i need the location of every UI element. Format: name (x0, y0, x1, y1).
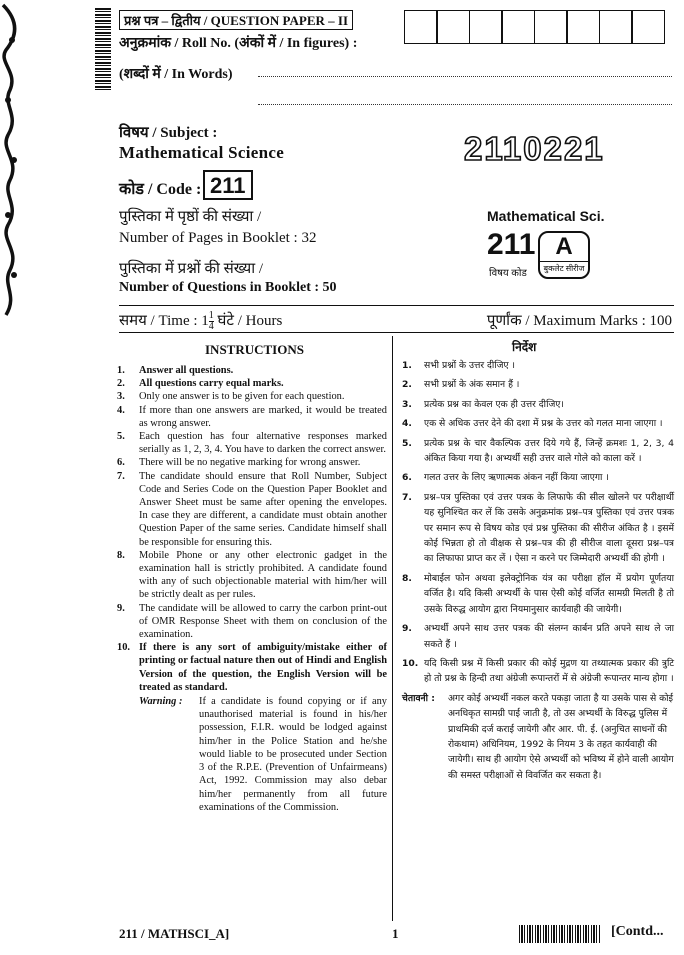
instruction-item (117, 456, 387, 469)
warning-text: If a candidate is found copying or if any unauthorised material is found in his/her possession, F.I.R. would be lodged against him/her in the Police Station and he/she would liable to be prosecuted under Section 3 of the R.P.E. (Prevention of Unfairmeans) Act, 1992. Commission may also debar him/her permanently from all future examinations of the Commission. (199, 696, 387, 813)
instruction-number: 8. (117, 549, 125, 561)
instruction-item (117, 641, 387, 694)
instruction-item (402, 470, 674, 485)
instruction-number: 10. (117, 642, 130, 654)
instruction-item (402, 358, 674, 373)
instruction-text: प्रत्येक प्रश्न के चार वैकल्पिक उत्तर दिये गये हैं, जिन्हें क्रमशः 1, 2, 3, 4 अंकित किया गया है। अभ्यर्थी सही उत्तर वाले गोले को काला करें । (424, 437, 674, 465)
time-prefix: समय / Time : 1 (119, 313, 209, 329)
warning-block (402, 691, 674, 783)
instruction-text: सभी प्रश्नों के उत्तर दीजिए । (424, 360, 515, 371)
instruction-number: 5. (402, 437, 412, 449)
instruction-text: If more than one answers are marked, it would be treated as wrong answer. (139, 404, 387, 429)
divider (119, 332, 674, 333)
instruction-number: 7. (402, 491, 412, 503)
footer-code: 211 / MATHSCI_A] (119, 926, 230, 941)
instruction-item (117, 602, 387, 642)
instruction-text: एक से अधिक उत्तर देने की दशा में प्रश्न के उत्तर को गलत माना जाएगा । (424, 418, 663, 430)
time-suffix: घंटे / Hours (213, 313, 283, 329)
instruction-item (402, 656, 674, 687)
instruction-text: गलत उत्तर के लिए ऋणात्मक अंकन नहीं किया जाएगा । (424, 472, 609, 484)
instruction-item (402, 621, 674, 652)
side-barcode (95, 8, 111, 92)
instruction-item (117, 390, 387, 403)
instruction-item (402, 416, 674, 431)
instruction-item (402, 397, 674, 412)
code-label: कोड / Code : (119, 181, 202, 198)
stamp-subject: Mathematical Sci. (487, 208, 605, 224)
instruction-item (117, 430, 387, 456)
pages-label-hindi: पुस्तिका में पृष्ठों की संख्या / (119, 209, 262, 225)
roll-words-label: (शब्दों में / In Words) (119, 67, 233, 82)
instruction-item (402, 490, 674, 567)
decorative-border (0, 0, 22, 330)
questions-label-hindi: पुस्तिका में प्रश्नों की संख्या / (119, 261, 264, 277)
instruction-number: 4. (402, 418, 412, 430)
instructions-hindi (402, 358, 674, 783)
instruction-text: यदि किसी प्रश्न में किसी प्रकार की कोई मुद्रण या तथ्यात्मक प्रकार की त्रुटि हो तो प्रश्न के हिन्दी तथा अंग्रेजी रूपान्तरों में से अंग्रेजी रूपान्तर मान्य होगा । (424, 657, 674, 685)
continued-label: [Contd... (611, 924, 664, 939)
page-number: 1 (392, 926, 399, 941)
subject-name: Mathematical Science (119, 143, 285, 162)
instruction-text: प्रश्न–पत्र पुस्तिका एवं उत्तर पत्रक के लिफाफे की सील खोलने पर परीक्षार्थी यह सुनिश्चित कर लें कि उसके अनुक्रमांक प्रश्न–पत्र पुस्तिका एवं उत्तर पत्रक पर समान रूप से विषय कोड एवं प्रश्न पुस्तिका की सीरीज अंकित है । इसमें कोई भिन्नता हो तो वीक्षक से प्रश्न–पत्र की ही सीरीज वाला दूसरा प्रश्न–पत्र का लिफाफा प्राप्त कर लें । ऐसा न करने पर जिम्मेदारी अभ्यर्थी की होगी । (424, 491, 674, 565)
instruction-number: 7. (117, 470, 125, 482)
instruction-text: The candidate will be allowed to carry the carbon print-out of OMR Response Sheet with them on conclusion of the examination. (139, 602, 387, 641)
instruction-item (117, 470, 387, 549)
warning-text: अगर कोई अभ्यर्थी नकल करते पकड़ा जाता है या उसके पास से कोई अनधिकृत सामग्री पाई जाती है, तो उस अभ्यर्थी के विरुद्ध पुलिस में प्राथमिकी दर्ज कराई जायेगी और आर. पी. ई. (अनुचित साधनों की रोकथाम) अधिनियम, 1992 के नियम 3 के तहत कार्यवाही की जायेगी। साथ ही आयोग ऐसे अभ्यर्थी को भविष्य में होने वाली आयोग की समस्त परीक्षाओं से विवर्जित कर सकता है। (448, 692, 674, 781)
subject-code: 211 (203, 170, 253, 200)
roll-words-field-2[interactable] (258, 104, 672, 105)
instruction-number: 5. (117, 431, 125, 443)
instruction-text: There will be no negative marking for wrong answer. (139, 457, 361, 469)
subject-label: विषय / Subject : (119, 125, 218, 141)
instruction-text: Answer all questions. (139, 365, 234, 376)
instruction-number: 9. (117, 602, 125, 614)
series-label: बुकलेट सीरीज (540, 261, 588, 276)
instruction-number: 3. (117, 391, 125, 403)
instruction-number: 1. (117, 365, 125, 376)
instruction-text: सभी प्रश्नों के अंक समान हैं । (424, 379, 520, 391)
instruction-number: 2. (117, 378, 125, 390)
time-info (119, 310, 282, 332)
stamp-code: 211 (487, 228, 536, 261)
instruction-text: मोबाईल फोन अथवा इलेक्ट्रोनिक यंत्र का परीक्षा हॉल में प्रयोग पूर्णतया वर्जित है। यदि किसी अभ्यर्थी के पास ऐसी कोई वर्जित सामग्री मिलती है तो उसके विरुद्ध आयोग द्वारा नियमानुसार कार्यवाही की जायेगी। (424, 572, 674, 615)
instruction-number: 2. (402, 379, 412, 391)
warning-label: चेतावनी : (402, 692, 435, 704)
instruction-number: 1. (402, 360, 412, 371)
booklet-serial-number: 2110221 (464, 130, 605, 167)
instructions-english (117, 364, 387, 814)
warning-block (117, 695, 387, 814)
questions-count: Number of Questions in Booklet : 50 (119, 280, 337, 295)
series-letter: A (555, 233, 573, 260)
instruction-number: 3. (402, 398, 412, 410)
roll-number-label: अनुक्रमांक / Roll No. (अंकों में / In figures) : (119, 36, 358, 51)
instructions-title-hindi: निर्देश (512, 340, 537, 354)
roll-words-field[interactable] (258, 76, 672, 77)
instruction-text: Only one answer is to be given for each question. (139, 391, 345, 403)
divider (119, 305, 674, 306)
instruction-number: 10. (402, 657, 419, 669)
instruction-text: If there is any sort of ambiguity/mistake either of printing or factual nature then out of Hindi and English Version of the question, the English Version will be treated as standard. (139, 642, 387, 693)
pages-count: Number of Pages in Booklet : 32 (119, 230, 317, 246)
instruction-item (117, 377, 387, 390)
warning-label: Warning : (139, 696, 183, 708)
instructions-title: INSTRUCTIONS (205, 342, 304, 357)
booklet-series-box (538, 231, 590, 279)
time-denominator: 4 (208, 321, 214, 333)
instruction-item (117, 404, 387, 430)
instruction-item (402, 571, 674, 617)
instruction-text: All questions carry equal marks. (139, 378, 284, 390)
roll-number-boxes[interactable] (405, 10, 665, 44)
instruction-item (117, 549, 387, 602)
instruction-number: 6. (117, 457, 125, 469)
instruction-text: Mobile Phone or any other electronic gadget in the examination hall is strictly prohibited. A candidate found with any of such objectionable material with him/her will be strictly dealt as per rules. (139, 549, 387, 601)
instruction-text: अभ्यर्थी अपने साथ उत्तर पत्रक की संलग्न कार्बन प्रति अपने साथ ले जा सकते हैं । (424, 623, 674, 650)
footer-barcode (519, 925, 601, 943)
instruction-item (402, 436, 674, 467)
maximum-marks: पूर्णांक / Maximum Marks : 100 (486, 313, 672, 329)
instruction-number: 4. (117, 404, 125, 416)
instruction-number: 8. (402, 572, 412, 584)
paper-label: प्रश्न पत्र – द्वितीय / QUESTION PAPER – II (119, 10, 353, 30)
instruction-text: प्रत्येक प्रश्न का केवल एक ही उत्तर दीजिए। (424, 398, 564, 410)
column-divider (392, 336, 393, 921)
instruction-text: The candidate should ensure that Roll Number, Subject Code and Series Code on the Question Paper Booklet and Answer Sheet must be same after opening the envelopes. In case they are different, a candidate must obtain another Question Paper of the same series. Candidate himself shall be responsible for ensuring this. (139, 470, 387, 548)
instruction-number: 9. (402, 623, 412, 635)
instruction-item (402, 377, 674, 392)
instruction-number: 6. (402, 472, 412, 484)
instruction-item (117, 364, 387, 377)
time-numerator: 1 (208, 310, 214, 322)
instruction-text: Each question has four alternative responses marked serially as 1, 2, 3, 4. You have to darken the correct answer. (139, 431, 387, 456)
stamp-code-label: विषय कोड (489, 268, 527, 279)
